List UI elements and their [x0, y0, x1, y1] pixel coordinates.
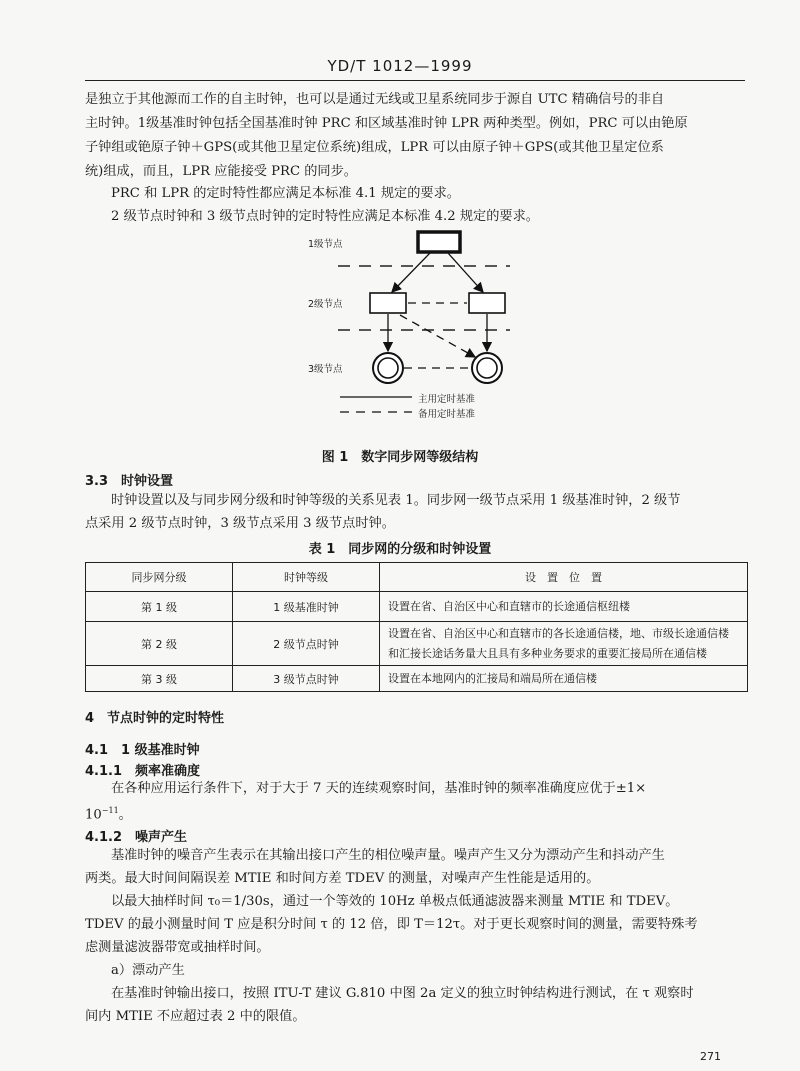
section-3-3-line-2: 点采用 2 级节点时钟，3 级节点采用 3 级节点时钟。: [85, 516, 395, 531]
intro-line-3: 子钟组或铯原子钟＋GPS(或其他卫星定位系统)组成，LPR 可以由原子钟＋GPS(或其他卫星定位系: [85, 140, 664, 155]
page-number: 271: [700, 1050, 721, 1063]
primary-link-1-2a: [392, 253, 430, 292]
table-header: 时钟等级: [233, 563, 380, 592]
section-4-1-2-heading: 4.1.2 噪声产生: [85, 830, 188, 845]
table-cell: 2 级节点时钟: [233, 622, 380, 666]
intro-line-2: 主时钟。1级基准时钟包括全国基准时钟 PRC 和区域基准时钟 LPR 两种类型。例如，PRC 可以由铯原: [85, 116, 688, 131]
level-1-node: [418, 232, 460, 252]
section-4-1-1-heading: 4.1.1 频率准确度: [85, 764, 201, 779]
header-rule: [85, 80, 745, 81]
legend-primary-label: 主用定时基准: [418, 394, 476, 405]
level-2-node-right: [469, 293, 505, 313]
table-cell: 3 级节点时钟: [233, 666, 380, 692]
level-2-node-left: [370, 293, 406, 313]
section-3-3-line-1: 时钟设置以及与同步网分级和时钟等级的关系见表 1。同步网一级节点采用 1 级基准时钟，2 级节: [111, 493, 681, 508]
level-2-label: 2级节点: [308, 299, 343, 310]
backup-link-2-3: [400, 315, 475, 357]
primary-link-1-2b: [448, 253, 483, 292]
legend-backup-label: 备用定时基准: [418, 409, 476, 420]
table-row: [86, 592, 748, 622]
table-row: [86, 622, 748, 666]
subsection-a-line-1: 在基准时钟输出接口，按照 ITU-T 建议 G.810 中图 2a 定义的独立时钟结构进行测试，在 τ 观察时: [111, 986, 694, 1001]
section-4-1-2-line-5: 虑测量滤波器带宽或抽样时间。: [85, 940, 270, 955]
section-4-1-2-line-1: 基准时钟的噪音产生表示在其输出接口产生的相位噪声量。噪声产生又分为漂动产生和抖动产生: [111, 848, 665, 863]
level-3-label: 3级节点: [308, 364, 343, 375]
subsection-a-heading: a）漂动产生: [111, 963, 185, 978]
table-cell: 第 3 级: [86, 666, 233, 692]
table-cell: 设置在省、自治区中心和直辖市的各长途通信楼，地、市级长途通信楼和汇接长途话务量大且具有多种业务要求的重要汇接局所在通信楼: [380, 622, 748, 666]
table-cell: 设置在省、自治区中心和直辖市的长途通信枢纽楼: [380, 592, 748, 622]
section-4-1-1-line-2: $10^{-11}$。: [85, 806, 132, 823]
table-cell: 第 2 级: [86, 622, 233, 666]
document-header: YD/T 1012—1999: [327, 57, 473, 75]
section-4-1-2-line-2: 两类。最大时间间隔误差 MTIE 和时间方差 TDEV 的测量，对噪声产生性能是适用的。: [85, 871, 600, 886]
table-header: 同步网分级: [86, 563, 233, 592]
table-header: 设 置 位 置: [380, 563, 748, 592]
intro-line-4: 统)组成，而且，LPR 应能接受 PRC 的同步。: [85, 164, 357, 179]
section-4-1-1-line-1: 在各种应用运行条件下，对于大于 7 天的连续观察时间，基准时钟的频率准确度应优于±1×: [111, 781, 647, 796]
section-4-heading: 4 节点时钟的定时特性: [85, 711, 225, 726]
section-3-3-heading: 3.3 时钟设置: [85, 474, 174, 489]
section-4-1-2-line-4: TDEV 的最小测量时间 T 应是积分时间 τ 的 12 倍，即 T＝12τ。对于更长观察时间的测量，需要特殊考: [85, 917, 698, 932]
table-cell: 第 1 级: [86, 592, 233, 622]
intro-line-5: PRC 和 LPR 的定时特性都应满足本标准 4.1 规定的要求。: [111, 186, 460, 201]
table-1-caption: 表 1 同步网的分级和时钟设置: [308, 542, 492, 557]
table-cell: 设置在本地网内的汇接局和端局所在通信楼: [380, 666, 748, 692]
table-row: [86, 666, 748, 692]
intro-line-1: 是独立于其他源而工作的自主时钟，也可以是通过无线或卫星系统同步于源自 UTC 精确信号的非自: [85, 92, 665, 107]
section-4-1-heading: 4.1 1 级基准时钟: [85, 743, 200, 758]
level-1-label: 1级节点: [308, 239, 343, 250]
table-cell: 1 级基准时钟: [233, 592, 380, 622]
section-4-1-2-line-3: 以最大抽样时间 τ₀＝1/30s，通过一个等效的 10Hz 单极点低通滤波器来测量 MTIE 和 TDEV。: [111, 894, 679, 909]
intro-line-6: 2 级节点时钟和 3 级节点时钟的定时特性应满足本标准 4.2 规定的要求。: [111, 209, 539, 224]
subsection-a-line-2: 间内 MTIE 不应超过表 2 中的限值。: [85, 1009, 306, 1024]
figure-1-caption: 图 1 数字同步网等级结构: [321, 450, 479, 465]
table-1: [85, 562, 748, 692]
